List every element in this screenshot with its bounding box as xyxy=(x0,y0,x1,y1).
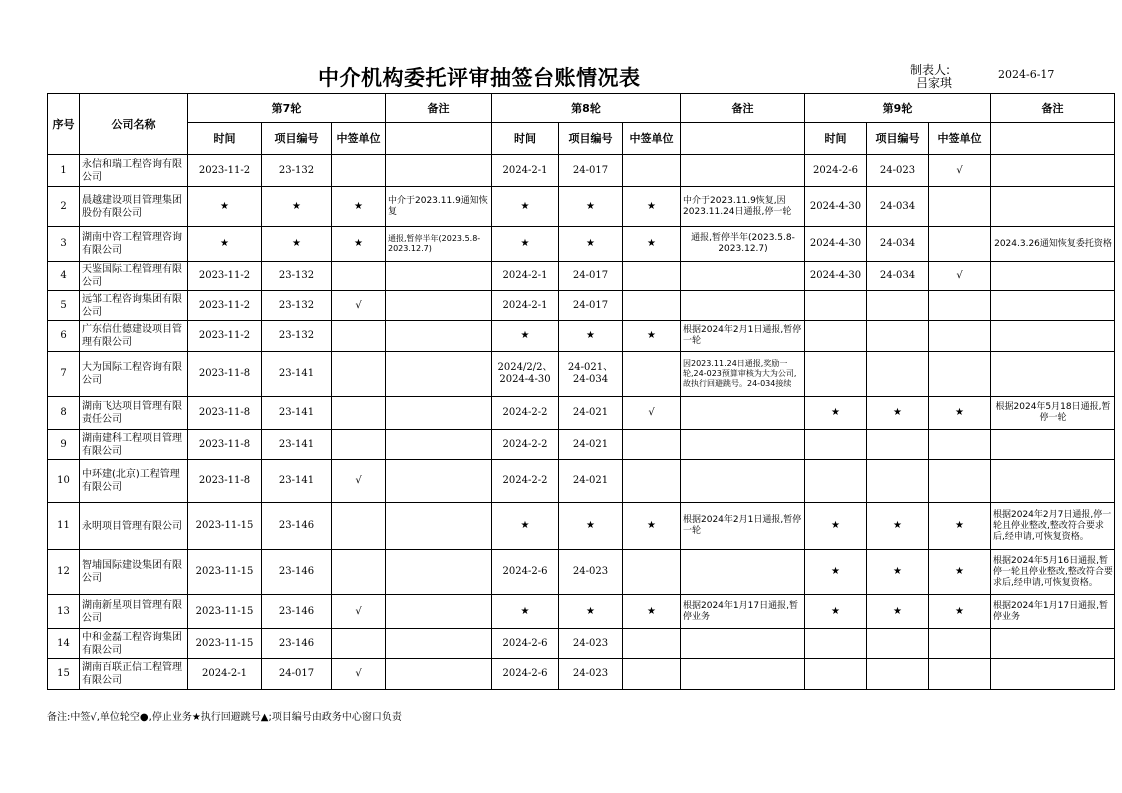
r9-time-header: 时间 xyxy=(805,123,867,155)
r8-note-cell xyxy=(681,262,805,291)
r9-time-cell: 2024-4-30 xyxy=(805,187,867,227)
r8-time-cell: ★ xyxy=(492,187,559,227)
r8-time-cell: 2024-2-2 xyxy=(492,460,559,503)
seq-header: 序号 xyxy=(48,94,80,155)
r8-note-cell: 因2023.11.24日通报,奖励一轮,24-023预算审核为大为公司,故执行回避跳号。24-034接续 xyxy=(681,352,805,397)
r8-note-cell xyxy=(681,291,805,321)
seq-cell: 12 xyxy=(48,550,80,595)
r9-time-cell: ★ xyxy=(805,503,867,550)
r8-time-cell: 2024-2-2 xyxy=(492,430,559,460)
r9-code-cell xyxy=(867,629,929,659)
r7-code-cell: 23-141 xyxy=(262,397,332,430)
r7-sel-cell: ★ xyxy=(332,187,386,227)
r8-time-cell: ★ xyxy=(492,503,559,550)
r9-code-cell: 24-034 xyxy=(867,227,929,262)
r7-time-cell: 2023-11-2 xyxy=(188,321,262,352)
r9-note-cell xyxy=(991,155,1115,187)
r9-note-cell xyxy=(991,262,1115,291)
r7-note-cell xyxy=(386,503,492,550)
table-row xyxy=(48,321,1115,352)
r8-sel-header: 中签单位 xyxy=(623,123,681,155)
company-cell: 湖南飞达项目管理有限责任公司 xyxy=(80,397,188,430)
r9-sel-cell xyxy=(929,659,991,690)
r9-code-cell xyxy=(867,291,929,321)
r7-note-cell xyxy=(386,291,492,321)
r8-sel-cell: ★ xyxy=(623,227,681,262)
r9-sel-header: 中签单位 xyxy=(929,123,991,155)
r7-time-cell: 2023-11-2 xyxy=(188,155,262,187)
r8-code-cell: ★ xyxy=(559,227,623,262)
r8-sel-cell: ★ xyxy=(623,595,681,629)
r9-note-cell: 根据2024年5月18日通报,暂停一轮 xyxy=(991,397,1115,430)
r8-time-cell: ★ xyxy=(492,595,559,629)
r8-time-cell: 2024-2-1 xyxy=(492,262,559,291)
r7-time-cell: 2023-11-8 xyxy=(188,430,262,460)
r9-note-cell xyxy=(991,187,1115,227)
r8-note-cell xyxy=(681,659,805,690)
r7-note-cell xyxy=(386,352,492,397)
r7-code-cell: 23-146 xyxy=(262,629,332,659)
r9-sel-cell xyxy=(929,227,991,262)
r7-sel-cell xyxy=(332,352,386,397)
r9-code-header: 项目编号 xyxy=(867,123,929,155)
r8-note-cell xyxy=(681,397,805,430)
r9-time-cell: ★ xyxy=(805,595,867,629)
round7-header: 第7轮 xyxy=(188,94,386,123)
r9-note-cell xyxy=(991,352,1115,397)
r9-time-cell xyxy=(805,460,867,503)
r7-sel-cell: √ xyxy=(332,460,386,503)
r8-code-cell: 24-021 xyxy=(559,460,623,503)
round9-note-header: 备注 xyxy=(991,94,1115,123)
r7-note-cell xyxy=(386,595,492,629)
r8-code-cell: ★ xyxy=(559,595,623,629)
seq-cell: 7 xyxy=(48,352,80,397)
r9-sel-cell xyxy=(929,430,991,460)
r7-code-cell: ★ xyxy=(262,227,332,262)
r8-time-cell: ★ xyxy=(492,321,559,352)
r8-note-cell xyxy=(681,155,805,187)
r9-sel-cell xyxy=(929,460,991,503)
r9-sel-cell: √ xyxy=(929,262,991,291)
r7-sel-cell: ★ xyxy=(332,227,386,262)
r7-note-cell: 通报,暂停半年(2023.5.8-2023.12.7) xyxy=(386,227,492,262)
table-row xyxy=(48,430,1115,460)
table-row xyxy=(48,155,1115,187)
r8-time-cell: 2024-2-1 xyxy=(492,291,559,321)
r9-note-cell xyxy=(991,321,1115,352)
company-cell: 大为国际工程咨询有限公司 xyxy=(80,352,188,397)
r9-code-cell xyxy=(867,321,929,352)
r8-time-cell: 2024-2-6 xyxy=(492,550,559,595)
table-row xyxy=(48,503,1115,550)
seq-cell: 3 xyxy=(48,227,80,262)
r9-code-cell xyxy=(867,659,929,690)
r8-code-cell: 24-023 xyxy=(559,659,623,690)
r7-code-cell: 23-132 xyxy=(262,262,332,291)
r7-code-cell: ★ xyxy=(262,187,332,227)
r7-time-cell: 2023-11-15 xyxy=(188,595,262,629)
company-cell: 湖南中咨工程管理咨询有限公司 xyxy=(80,227,188,262)
r7-sel-cell xyxy=(332,430,386,460)
r8-sel-cell: ★ xyxy=(623,321,681,352)
r9-sel-cell xyxy=(929,321,991,352)
page-title: 中介机构委托评审抽签台账情况表 xyxy=(318,66,641,90)
r7-sel-cell xyxy=(332,550,386,595)
company-cell: 远邹工程咨询集团有限公司 xyxy=(80,291,188,321)
seq-cell: 2 xyxy=(48,187,80,227)
r7-note-cell xyxy=(386,262,492,291)
r9-time-cell: 2024-4-30 xyxy=(805,227,867,262)
r8-time-cell: 2024-2-1 xyxy=(492,155,559,187)
r8-sel-cell xyxy=(623,659,681,690)
r8-time-cell: 2024-2-6 xyxy=(492,659,559,690)
company-header: 公司名称 xyxy=(80,94,188,155)
r7-time-header: 时间 xyxy=(188,123,262,155)
r7-code-cell: 23-146 xyxy=(262,595,332,629)
company-cell: 天鉴国际工程管理有限公司 xyxy=(80,262,188,291)
maker-label: 制表人: xyxy=(910,63,951,77)
seq-cell: 11 xyxy=(48,503,80,550)
round9-header: 第9轮 xyxy=(805,94,991,123)
r7-sel-header: 中签单位 xyxy=(332,123,386,155)
r8-note-sub xyxy=(681,123,805,155)
r8-note-cell xyxy=(681,629,805,659)
r9-code-cell: 24-034 xyxy=(867,187,929,227)
r7-code-header: 项目编号 xyxy=(262,123,332,155)
r8-code-cell: 24-021 xyxy=(559,430,623,460)
r7-time-cell: 2023-11-8 xyxy=(188,460,262,503)
r9-code-cell xyxy=(867,430,929,460)
r8-sel-cell xyxy=(623,550,681,595)
table-row xyxy=(48,187,1115,227)
r9-note-cell xyxy=(991,629,1115,659)
r9-time-cell xyxy=(805,352,867,397)
r8-time-cell: ★ xyxy=(492,227,559,262)
r8-note-cell xyxy=(681,460,805,503)
r7-code-cell: 23-141 xyxy=(262,430,332,460)
r9-time-cell xyxy=(805,629,867,659)
r8-time-cell: 2024/2/2、2024-4-30 xyxy=(492,352,559,397)
r7-code-cell: 24-017 xyxy=(262,659,332,690)
r8-code-cell: 24-021 xyxy=(559,397,623,430)
r8-sel-cell: ★ xyxy=(623,503,681,550)
r7-note-cell xyxy=(386,430,492,460)
r8-code-cell: ★ xyxy=(559,321,623,352)
company-cell: 湖南新星项目管理有限公司 xyxy=(80,595,188,629)
r8-sel-cell xyxy=(623,460,681,503)
r8-note-cell: 中介于2023.11.9恢复,因2023.11.24日通报,停一轮 xyxy=(681,187,805,227)
r9-note-cell xyxy=(991,659,1115,690)
r8-note-cell: 根据2024年2月1日通报,暂停一轮 xyxy=(681,321,805,352)
r8-sel-cell: ★ xyxy=(623,187,681,227)
r7-time-cell: 2024-2-1 xyxy=(188,659,262,690)
maker-name: 吕家琪 xyxy=(916,76,953,90)
r8-time-cell: 2024-2-2 xyxy=(492,397,559,430)
r8-sel-cell xyxy=(623,430,681,460)
r8-code-header: 项目编号 xyxy=(559,123,623,155)
r8-sel-cell xyxy=(623,629,681,659)
r7-note-cell xyxy=(386,397,492,430)
company-cell: 湖南百联正信工程管理有限公司 xyxy=(80,659,188,690)
company-cell: 湖南建科工程项目管理有限公司 xyxy=(80,430,188,460)
r9-time-cell: ★ xyxy=(805,397,867,430)
company-cell: 中和金磊工程咨询集团有限公司 xyxy=(80,629,188,659)
r7-code-cell: 23-132 xyxy=(262,321,332,352)
r7-note-cell xyxy=(386,629,492,659)
seq-cell: 8 xyxy=(48,397,80,430)
r9-time-cell: 2024-4-30 xyxy=(805,262,867,291)
r7-sel-cell xyxy=(332,321,386,352)
table-row xyxy=(48,629,1115,659)
r9-note-cell xyxy=(991,460,1115,503)
r9-sel-cell: ★ xyxy=(929,550,991,595)
r8-code-cell: 24-023 xyxy=(559,550,623,595)
r8-sel-cell xyxy=(623,291,681,321)
r9-sel-cell: ★ xyxy=(929,503,991,550)
seq-cell: 15 xyxy=(48,659,80,690)
r7-note-cell xyxy=(386,460,492,503)
table-row xyxy=(48,659,1115,690)
table-row xyxy=(48,550,1115,595)
r8-note-cell: 根据2024年2月1日通报,暂停一轮 xyxy=(681,503,805,550)
r9-sel-cell: ★ xyxy=(929,397,991,430)
r9-sel-cell xyxy=(929,629,991,659)
r7-code-cell: 23-141 xyxy=(262,460,332,503)
r9-time-cell: 2024-2-6 xyxy=(805,155,867,187)
r9-sel-cell: √ xyxy=(929,155,991,187)
r7-sel-cell xyxy=(332,503,386,550)
r7-note-cell xyxy=(386,321,492,352)
seq-cell: 13 xyxy=(48,595,80,629)
r9-code-cell: ★ xyxy=(867,503,929,550)
r9-note-cell xyxy=(991,291,1115,321)
r8-sel-cell xyxy=(623,352,681,397)
table-row xyxy=(48,595,1115,629)
r9-code-cell: ★ xyxy=(867,397,929,430)
r7-note-sub xyxy=(386,123,492,155)
r7-code-cell: 23-132 xyxy=(262,155,332,187)
r9-code-cell xyxy=(867,352,929,397)
r7-note-cell: 中介于2023.11.9通知恢复 xyxy=(386,187,492,227)
company-cell: 永信和瑞工程咨询有限公司 xyxy=(80,155,188,187)
r9-note-cell: 根据2024年5月16日通报,暂停一轮且停业整改,整改符合要求后,经申请,可恢复资格。 xyxy=(991,550,1115,595)
r9-time-cell xyxy=(805,291,867,321)
footer-note: 备注:中签√,单位轮空●,停止业务★执行回避跳号▲;项目编号由政务中心窗口负责 xyxy=(47,712,402,723)
r8-code-cell: 24-017 xyxy=(559,155,623,187)
r7-sel-cell: √ xyxy=(332,595,386,629)
company-cell: 广东信仕德建设项目管理有限公司 xyxy=(80,321,188,352)
company-cell: 中环建(北京)工程管理有限公司 xyxy=(80,460,188,503)
round7-note-header: 备注 xyxy=(386,94,492,123)
r9-note-cell xyxy=(991,430,1115,460)
seq-cell: 1 xyxy=(48,155,80,187)
r8-sel-cell xyxy=(623,262,681,291)
r7-sel-cell xyxy=(332,155,386,187)
seq-cell: 9 xyxy=(48,430,80,460)
r7-sel-cell xyxy=(332,629,386,659)
r7-code-cell: 23-132 xyxy=(262,291,332,321)
r7-time-cell: 2023-11-15 xyxy=(188,503,262,550)
r7-note-cell xyxy=(386,659,492,690)
table-row xyxy=(48,397,1115,430)
r7-time-cell: ★ xyxy=(188,227,262,262)
r9-sel-cell: ★ xyxy=(929,595,991,629)
r8-note-cell: 通报,暂停半年(2023.5.8-2023.12.7) xyxy=(681,227,805,262)
r8-sel-cell: √ xyxy=(623,397,681,430)
r9-time-cell xyxy=(805,430,867,460)
r7-time-cell: ★ xyxy=(188,187,262,227)
r8-note-cell xyxy=(681,550,805,595)
r7-code-cell: 23-141 xyxy=(262,352,332,397)
r7-sel-cell xyxy=(332,262,386,291)
company-cell: 永明项目管理有限公司 xyxy=(80,503,188,550)
r9-note-sub xyxy=(991,123,1115,155)
r8-code-cell: 24-017 xyxy=(559,291,623,321)
r8-code-cell: 24-017 xyxy=(559,262,623,291)
seq-cell: 14 xyxy=(48,629,80,659)
r9-code-cell: 24-034 xyxy=(867,262,929,291)
r8-note-cell: 根据2024年1月17日通报,暂停业务 xyxy=(681,595,805,629)
company-cell: 晨越建设项目管理集团股份有限公司 xyxy=(80,187,188,227)
round8-header: 第8轮 xyxy=(492,94,681,123)
seq-cell: 10 xyxy=(48,460,80,503)
seq-cell: 6 xyxy=(48,321,80,352)
r9-sel-cell xyxy=(929,187,991,227)
r9-note-cell: 根据2024年1月17日通报,暂停业务 xyxy=(991,595,1115,629)
r7-sel-cell xyxy=(332,397,386,430)
r7-time-cell: 2023-11-15 xyxy=(188,550,262,595)
table-row xyxy=(48,291,1115,321)
r7-time-cell: 2023-11-15 xyxy=(188,629,262,659)
ledger-table xyxy=(47,93,1115,690)
table-row xyxy=(48,227,1115,262)
r8-time-cell: 2024-2-6 xyxy=(492,629,559,659)
seq-cell: 4 xyxy=(48,262,80,291)
r9-sel-cell xyxy=(929,291,991,321)
r8-sel-cell xyxy=(623,155,681,187)
company-cell: 智埔国际建设集团有限公司 xyxy=(80,550,188,595)
r7-note-cell xyxy=(386,550,492,595)
r7-sel-cell: √ xyxy=(332,291,386,321)
r9-note-cell: 根据2024年2月7日通报,停一轮且停业整改,整改符合要求后,经申请,可恢复资格。 xyxy=(991,503,1115,550)
r9-code-cell: ★ xyxy=(867,595,929,629)
r9-time-cell xyxy=(805,659,867,690)
r8-note-cell xyxy=(681,430,805,460)
report-date: 2024-6-17 xyxy=(998,68,1055,81)
table-row xyxy=(48,460,1115,503)
r9-sel-cell xyxy=(929,352,991,397)
r7-code-cell: 23-146 xyxy=(262,503,332,550)
r7-note-cell xyxy=(386,155,492,187)
r8-time-header: 时间 xyxy=(492,123,559,155)
table-row xyxy=(48,262,1115,291)
r8-code-cell: ★ xyxy=(559,187,623,227)
r8-code-cell: ★ xyxy=(559,503,623,550)
r7-time-cell: 2023-11-2 xyxy=(188,262,262,291)
r7-sel-cell: √ xyxy=(332,659,386,690)
seq-cell: 5 xyxy=(48,291,80,321)
r9-code-cell: ★ xyxy=(867,550,929,595)
r7-time-cell: 2023-11-2 xyxy=(188,291,262,321)
r7-code-cell: 23-146 xyxy=(262,550,332,595)
r9-code-cell: 24-023 xyxy=(867,155,929,187)
r8-code-cell: 24-023 xyxy=(559,629,623,659)
r7-time-cell: 2023-11-8 xyxy=(188,397,262,430)
r9-time-cell xyxy=(805,321,867,352)
r9-note-cell: 2024.3.26通知恢复委托资格 xyxy=(991,227,1115,262)
r9-time-cell: ★ xyxy=(805,550,867,595)
r7-time-cell: 2023-11-8 xyxy=(188,352,262,397)
round8-note-header: 备注 xyxy=(681,94,805,123)
r8-code-cell: 24-021、24-034 xyxy=(559,352,623,397)
table-row xyxy=(48,352,1115,397)
r9-code-cell xyxy=(867,460,929,503)
